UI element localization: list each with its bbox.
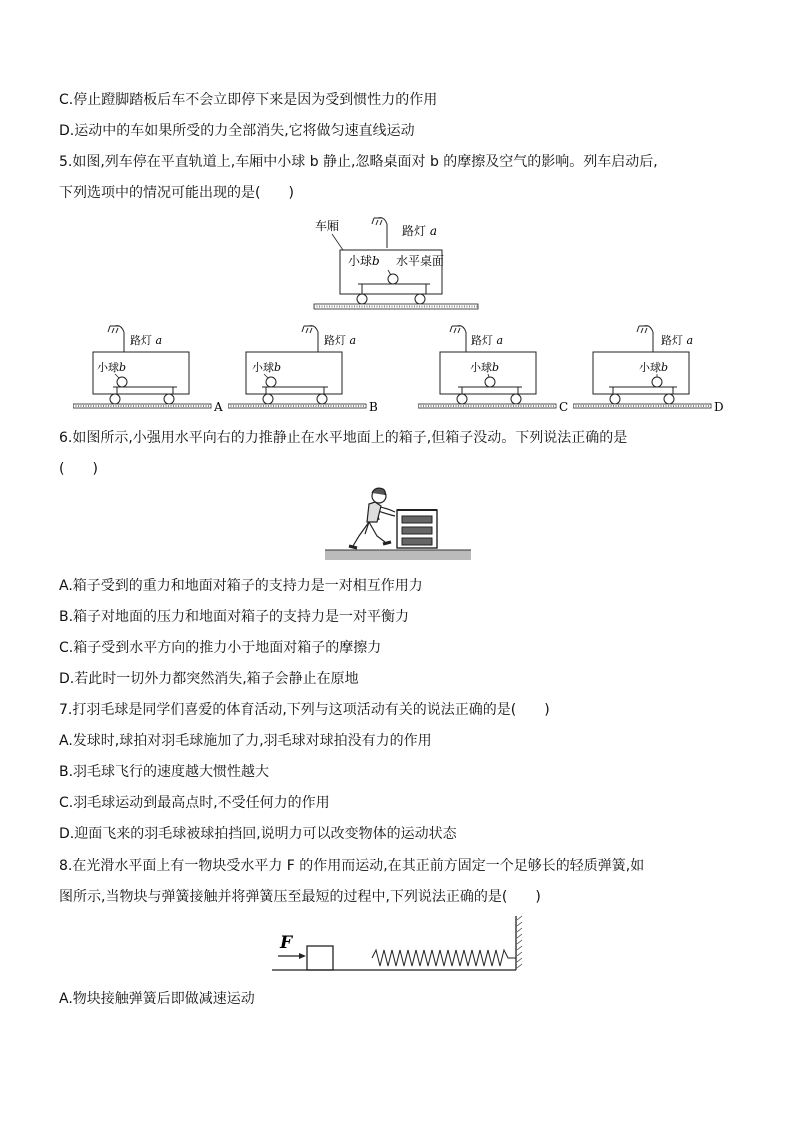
force-label: F	[280, 933, 293, 953]
svg-text:小球b: 小球b	[252, 361, 282, 374]
svg-text:路灯 a: 路灯 a	[661, 334, 694, 347]
wheel	[415, 294, 425, 304]
q5-option-c-figure	[418, 318, 570, 414]
boy-pushing-icon	[349, 488, 395, 548]
table-label: 水平桌面	[396, 254, 445, 268]
q5-option-a-figure	[73, 318, 225, 414]
q7-option-d: D.迎面飞来的羽毛球被球拍挡回,说明力可以改变物体的运动状态	[59, 826, 457, 842]
q6-stem-line-1: 6.如图所示,小强用水平向右的力推静止在水平地面上的箱子,但箱子没动。下列说法正确的是	[59, 430, 628, 446]
q7-option-c: C.羽毛球运动到最高点时,不受任何力的作用	[59, 795, 330, 811]
q8-stem-line-1: 8.在光滑水平面上有一物块受水平力 F 的作用而运动,在其正前方固定一个足够长的轻质弹簧,如	[59, 858, 645, 874]
q7-option-b: B.羽毛球飞行的速度越大惯性越大	[59, 764, 270, 780]
wheel	[357, 294, 367, 304]
q4-option-c: C.停止蹬脚踏板后车不会立即停下来是因为受到惯性力的作用	[59, 92, 438, 108]
q7-stem: 7.打羽毛球是同学们喜爱的体育活动,下列与这项活动有关的说法正确的是( )	[59, 702, 550, 718]
block	[307, 946, 333, 970]
svg-text:小球b: 小球b	[470, 361, 500, 374]
q5-option-d-figure	[573, 318, 725, 414]
ball-b	[485, 377, 495, 387]
q8-stem-line-2: 图所示,当物块与弹簧接触并将弹簧压至最短的过程中,下列说法正确的是( )	[59, 889, 541, 905]
spring-icon	[372, 950, 516, 966]
q7-option-a: A.发球时,球拍对羽毛球施加了力,羽毛球对球拍没有力的作用	[59, 733, 432, 749]
option-letter: C	[559, 400, 569, 414]
svg-text:路灯 a: 路灯 a	[471, 334, 504, 347]
q6-figure-boy-pushing-box	[325, 484, 471, 564]
option-letter: D	[714, 400, 724, 414]
q6-option-c: C.箱子受到水平方向的推力小于地面对箱子的摩擦力	[59, 640, 382, 656]
ball-b	[266, 377, 276, 387]
street-lamp-icon	[302, 326, 318, 352]
q8-figure-block-spring	[272, 914, 524, 974]
street-lamp-icon	[372, 218, 387, 248]
svg-text:小球b: 小球b	[639, 361, 669, 374]
track	[314, 304, 478, 309]
street-lamp-icon	[108, 326, 124, 352]
force-arrow-icon	[278, 953, 306, 959]
q5-stem-line-1: 5.如图,列车停在平直轨道上,车厢中小球 b 静止,忽略桌面对 b 的摩擦及空气的影响。列车启动后,	[59, 154, 658, 170]
lamp-label: 路灯 a	[402, 224, 437, 238]
svg-text:路灯 a: 路灯 a	[324, 334, 357, 347]
q8-option-a: A.物块接触弹簧后即做减速运动	[59, 991, 255, 1007]
svg-text:小球b: 小球b	[97, 361, 127, 374]
ball-label: 小球b	[348, 254, 380, 268]
q6-option-d: D.若此时一切外力都突然消失,箱子会静止在原地	[59, 671, 359, 687]
q6-stem-line-2: ( )	[59, 461, 98, 477]
q5-stem-line-2: 下列选项中的情况可能出现的是( )	[59, 185, 294, 201]
svg-text:路灯 a: 路灯 a	[130, 334, 163, 347]
ball-b	[652, 377, 662, 387]
box-icon	[397, 510, 437, 548]
ball-b	[117, 377, 127, 387]
carriage-label: 车厢	[315, 219, 340, 233]
option-letter: A	[214, 400, 223, 414]
ball-b	[388, 274, 398, 284]
option-letter: B	[369, 400, 378, 414]
ground	[325, 550, 471, 560]
q6-option-b: B.箱子对地面的压力和地面对箱子的支持力是一对平衡力	[59, 609, 410, 625]
q5-option-b-figure	[228, 318, 380, 414]
q4-option-d: D.运动中的车如果所受的力全部消失,它将做匀速直线运动	[59, 123, 415, 139]
street-lamp-icon	[637, 326, 653, 352]
street-lamp-icon	[450, 326, 466, 352]
q5-main-figure	[310, 208, 482, 314]
q6-option-a: A.箱子受到的重力和地面对箱子的支持力是一对相互作用力	[59, 578, 423, 594]
